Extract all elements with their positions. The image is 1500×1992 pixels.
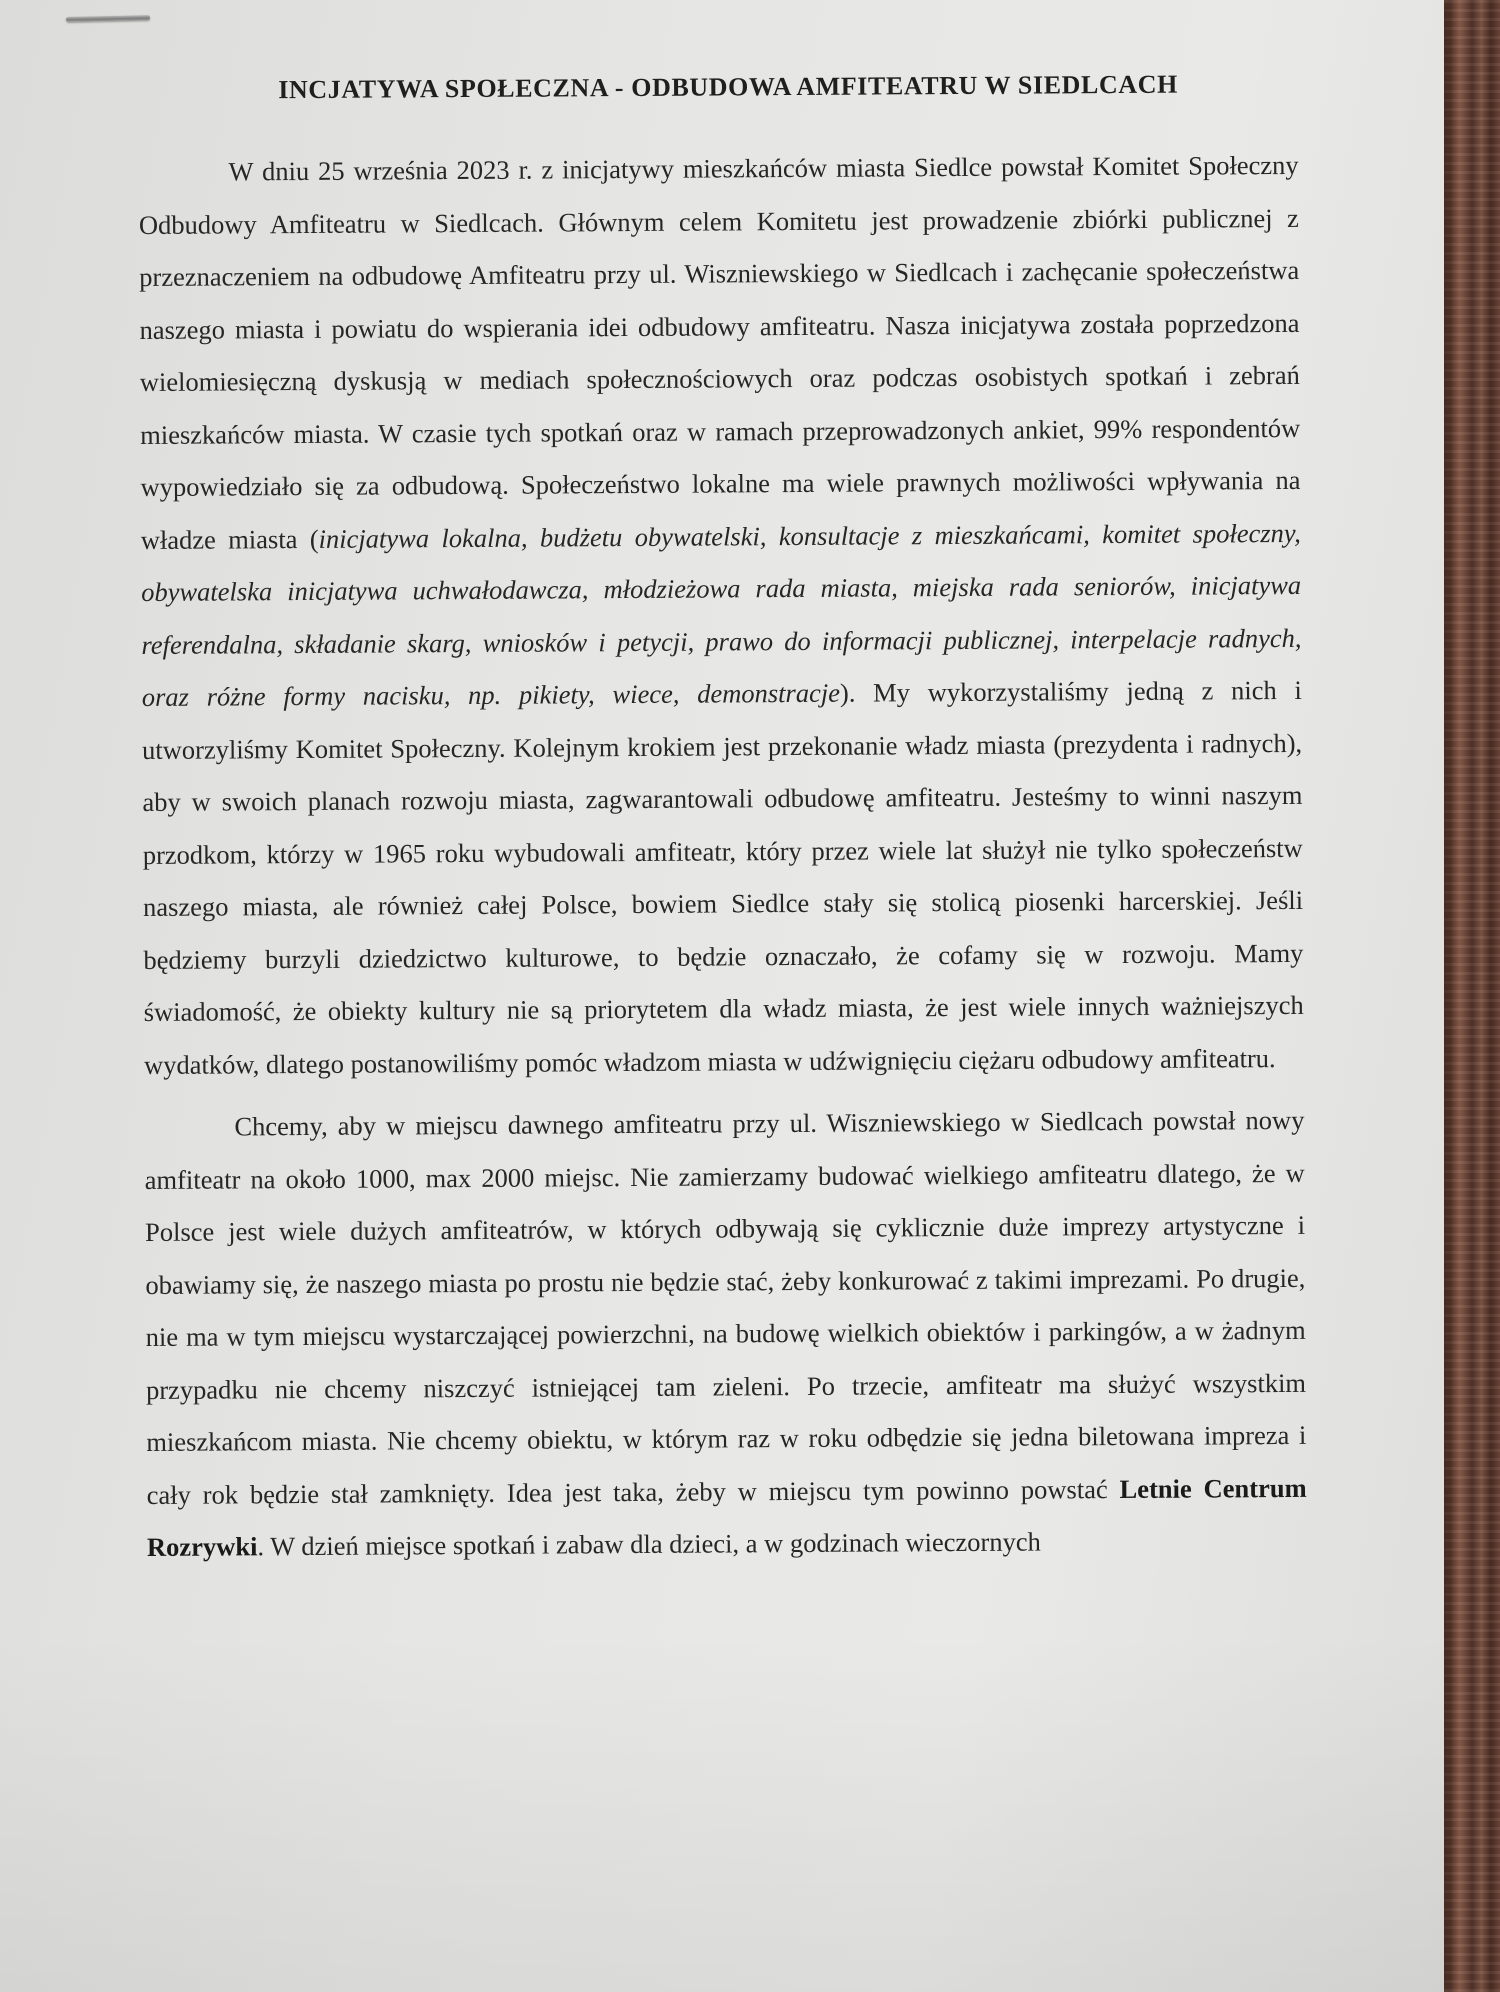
paragraph-2 bbox=[144, 1094, 1307, 1574]
paragraph-1-text-a: W dniu 25 września 2023 r. z inicjatywy mieszkańców miasta Siedlce powstał Komitet Społeczny Odbudowy Amfiteatru w Siedlcach. Głównym celem Komitetu jest prowadzenie zbiórki publicznej z przeznaczeniem na odbudowę Amfiteatru przy ul. Wiszniewskiego w Siedlcach i zachęcanie społeczeństwa naszego miasta i powiatu do wspierania idei odbudowy amfiteatru. Nasza inicjatywa została poprzedzona wielomiesięczną dyskusją w mediach społecznościowych oraz podczas osobistych spotkań i zebrań mieszkańców miasta. W czasie tych spotkań oraz w ramach przeprowadzonych ankiet, 99% respondentów wypowiedziało się za odbudową. Społeczeństwo lokalne ma wiele prawnych możliwości wpływania na władze miasta ( bbox=[138, 149, 1301, 555]
paragraph-2-text-b: . W dzień miejsce spotkań i zabaw dla dzieci, a w godzinach wieczornych bbox=[257, 1526, 1041, 1562]
paragraph-1 bbox=[138, 139, 1304, 1091]
staple bbox=[66, 15, 150, 22]
paragraph-2-text-a: Chcemy, aby w miejscu dawnego amfiteatru przy ul. Wiszniewskiego w Siedlcach powstał nowy amfiteatr na około 1000, max 2000 miejsc. Nie zamierzamy budować wielkiego amfiteatru dlatego, że w Polsce jest wiele dużych amfiteatrów, w których odbywają się cyklicznie duże imprezy artystyczne i obawiamy się, że naszego miasta po prostu nie będzie stać, żeby konkurować z takimi imprezami. Po drugie, nie ma w tym miejscu wystarczającej powierzchni, na budowę wielkich obiektów i parkingów, a w żadnym przypadku nie chcemy niszczyć istniejącej tam zieleni. Po trzecie, amfiteatr ma służyć wszystkim mieszkańcom miasta. Nie chcemy obiektu, w którym raz w roku odbędzie się jedna biletowana impreza i cały rok będzie stał zamknięty. Idea jest taka, żeby w miejscu tym powinno powstać bbox=[144, 1104, 1307, 1510]
document-body bbox=[138, 69, 1307, 1574]
document-title: INCJATYWA SPOŁECZNA - ODBUDOWA AMFITEATRU W SIEDLCACH bbox=[278, 69, 1178, 105]
page-shadow bbox=[0, 1632, 1444, 1992]
paragraph-1-italic-list: inicjatywa lokalna, budżetu obywatelski, konsultacje z mieszkańcami, komitet społeczny, obywatelska inicjatywa uchwałodawcza, młodzieżowa rada miasta, miejska rada seniorów, inicjatywa referendalna, składanie skarg, wniosków i petycji, prawo do informacji publicznej, interpelacje radnych, oraz różne formy nacisku, np. pikiety, wiece, demonstracje bbox=[141, 517, 1302, 712]
paragraph-1-text-b: ). My wykorzystaliśmy jedną z nich i utworzyliśmy Komitet Społeczny. Kolejnym krokiem jest przekonanie władz miasta (prezydenta i radnych), aby w swoich planach rozwoju miasta, zagwarantowali odbudowę amfiteatru. Jesteśmy to winni naszym przodkom, którzy w 1965 roku wybudowali amfiteatr, który przez wiele lat służył nie tylko społeczeństw naszego miasta, ale również całej Polsce, bowiem Siedlce stały się stolicą piosenki harcerskiej. Jeśli będziemy burzyli dziedzictwo kulturowe, to będzie oznaczało, że cofamy się w rozwoju. Mamy świadomość, że obiekty kultury nie są priorytetem dla władz miasta, że jest wiele innych ważniejszych wydatków, dlatego postanowiliśmy pomóc władzom miasta w udźwignięciu ciężaru odbudowy amfiteatru. bbox=[142, 674, 1304, 1080]
desk-background bbox=[1438, 0, 1500, 1992]
paragraph-2-bold-term: Letnie Centrum Rozrywki bbox=[146, 1472, 1307, 1562]
